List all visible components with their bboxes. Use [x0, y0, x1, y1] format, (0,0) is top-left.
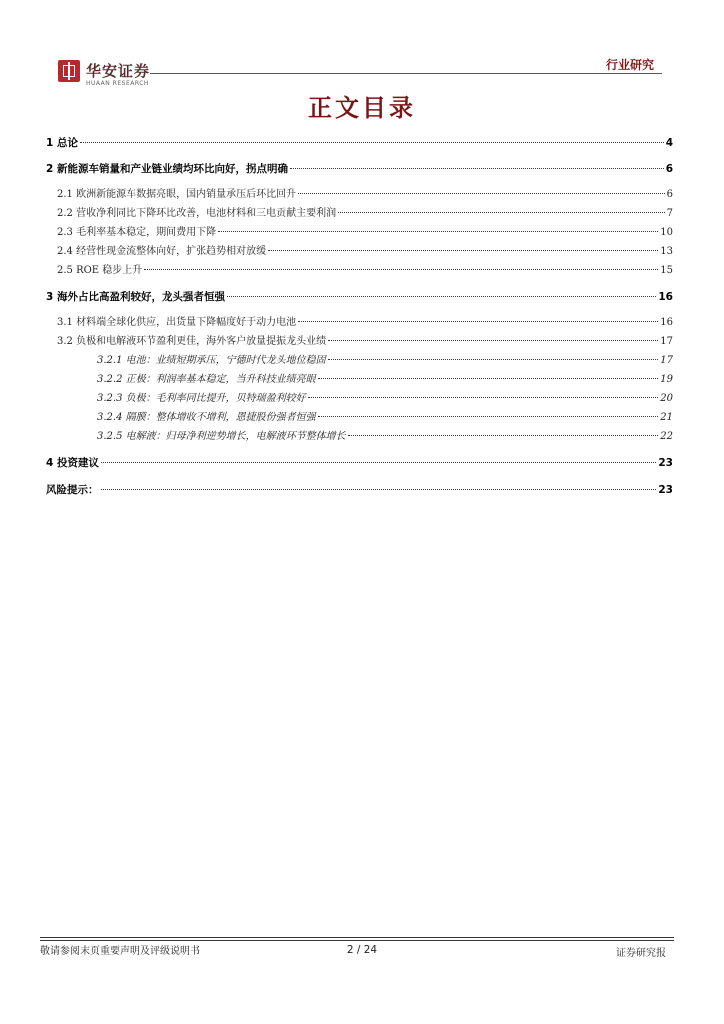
toc-entry-title: 4 投资建议	[46, 457, 99, 469]
toc-entry-title: 3.2.2 正极：利润率基本稳定，当升科技业绩亮眼	[97, 374, 316, 385]
toc-leader	[144, 269, 658, 270]
toc-entry-title: 3.2.3 负极：毛利率同比提升，贝特瑞盈利较好	[97, 393, 306, 404]
toc-entry[interactable]	[46, 483, 673, 497]
toc-leader	[338, 212, 665, 213]
toc-entry-page: 16	[658, 291, 673, 303]
toc-entry-page: 21	[660, 412, 673, 423]
toc-entry-page: 17	[660, 336, 673, 347]
toc-entry-title: 2 新能源车销量和产业链业绩均环比向好，拐点明确	[46, 163, 288, 175]
toc-entry[interactable]	[97, 354, 673, 368]
toc-entry[interactable]	[97, 392, 673, 406]
toc-entry[interactable]	[46, 290, 673, 304]
toc-entry-page: 4	[665, 137, 673, 149]
toc-entry-title: 3.1 材料端全球化供应，出货量下降幅度好于动力电池	[57, 317, 297, 328]
toc-entry-page: 10	[660, 227, 673, 238]
toc-entry[interactable]	[97, 411, 673, 425]
toc-entry-title: 2.2 营收净利同比下降环比改善，电池材料和三电贡献主要利润	[57, 208, 337, 219]
toc-entry-page: 23	[658, 457, 673, 469]
toc-leader	[328, 359, 659, 360]
toc-entry-page: 7	[666, 208, 673, 219]
toc-leader	[227, 296, 656, 297]
toc-entry-page: 13	[660, 246, 673, 257]
toc-entry-page: 15	[660, 265, 673, 276]
toc-leader	[101, 462, 656, 463]
toc-entry-title: 2.4 经营性现金流整体向好，扩张趋势相对放缓	[57, 246, 267, 257]
toc-entry-page: 16	[660, 317, 673, 328]
footer-disclaimer: 敬请参阅末页重要声明及评级说明书	[40, 946, 200, 957]
company-logo-icon	[58, 60, 80, 82]
toc-leader	[218, 231, 658, 232]
toc-entry-title: 2.5 ROE 稳步上升	[57, 265, 143, 276]
header-rule	[150, 73, 662, 74]
toc-entry-page: 22	[660, 431, 673, 442]
toc-entry-title: 2.1 欧洲新能源车数据亮眼，国内销量承压后环比回升	[57, 189, 297, 200]
toc-entry[interactable]	[57, 207, 673, 221]
toc-leader	[290, 168, 664, 169]
toc-entry-page: 6	[665, 163, 673, 175]
toc-entry-page: 6	[666, 189, 673, 200]
toc-entry[interactable]	[57, 264, 673, 278]
toc-entry[interactable]	[57, 316, 673, 330]
toc-entry-page: 20	[660, 393, 673, 404]
report-type: 证券研究报	[616, 948, 666, 959]
toc-entry-title: 风险提示：	[46, 484, 99, 496]
brand-name: 华安证券	[86, 62, 151, 80]
toc-entry-title: 3 海外占比高盈利较好，龙头强者恒强	[46, 291, 225, 303]
page-number: 2 / 24	[346, 944, 378, 956]
toc-leader	[348, 435, 659, 436]
toc-entry-title: 3.2 负极和电解液环节盈利更佳，海外客户放量提振龙头业绩	[57, 336, 327, 347]
page-title: 正文目录	[308, 94, 416, 122]
toc-leader	[318, 416, 659, 417]
brand-name-en: HUAAN RESEARCH	[86, 80, 149, 87]
toc-leader	[298, 193, 665, 194]
toc-leader	[328, 340, 658, 341]
footer-rule	[40, 940, 674, 941]
toc-entry-title: 3.2.5 电解液：归母净利逆势增长，电解液环节整体增长	[97, 431, 346, 442]
toc-entry-title: 2.3 毛利率基本稳定，期间费用下降	[57, 227, 217, 238]
toc-leader	[318, 378, 659, 379]
toc-entry[interactable]	[57, 335, 673, 349]
toc-leader	[101, 489, 657, 490]
toc-entry-title: 3.2.1 电池：业绩短期承压，宁德时代龙头地位稳固	[97, 355, 326, 366]
toc-entry-page: 19	[660, 374, 673, 385]
toc-entry[interactable]	[57, 188, 673, 202]
toc-entry-page: 23	[658, 484, 673, 496]
toc-entry[interactable]	[57, 245, 673, 259]
toc-entry[interactable]	[97, 373, 673, 387]
toc-entry[interactable]	[57, 226, 673, 240]
toc-entry-page: 17	[660, 355, 673, 366]
toc-leader	[298, 321, 658, 322]
toc-leader	[308, 397, 659, 398]
toc-entry[interactable]	[46, 456, 673, 470]
toc-leader	[268, 250, 658, 251]
toc-leader	[80, 142, 664, 143]
toc-entry[interactable]	[46, 136, 673, 150]
footer-rule	[40, 937, 674, 938]
toc-entry-title: 3.2.4 隔膜：整体增收不增利，恩捷股份强者恒强	[97, 412, 316, 423]
toc-entry[interactable]	[46, 162, 673, 176]
toc-entry[interactable]	[97, 430, 673, 444]
toc-entry-title: 1 总论	[46, 137, 78, 149]
section-tag: 行业研究	[605, 58, 654, 72]
